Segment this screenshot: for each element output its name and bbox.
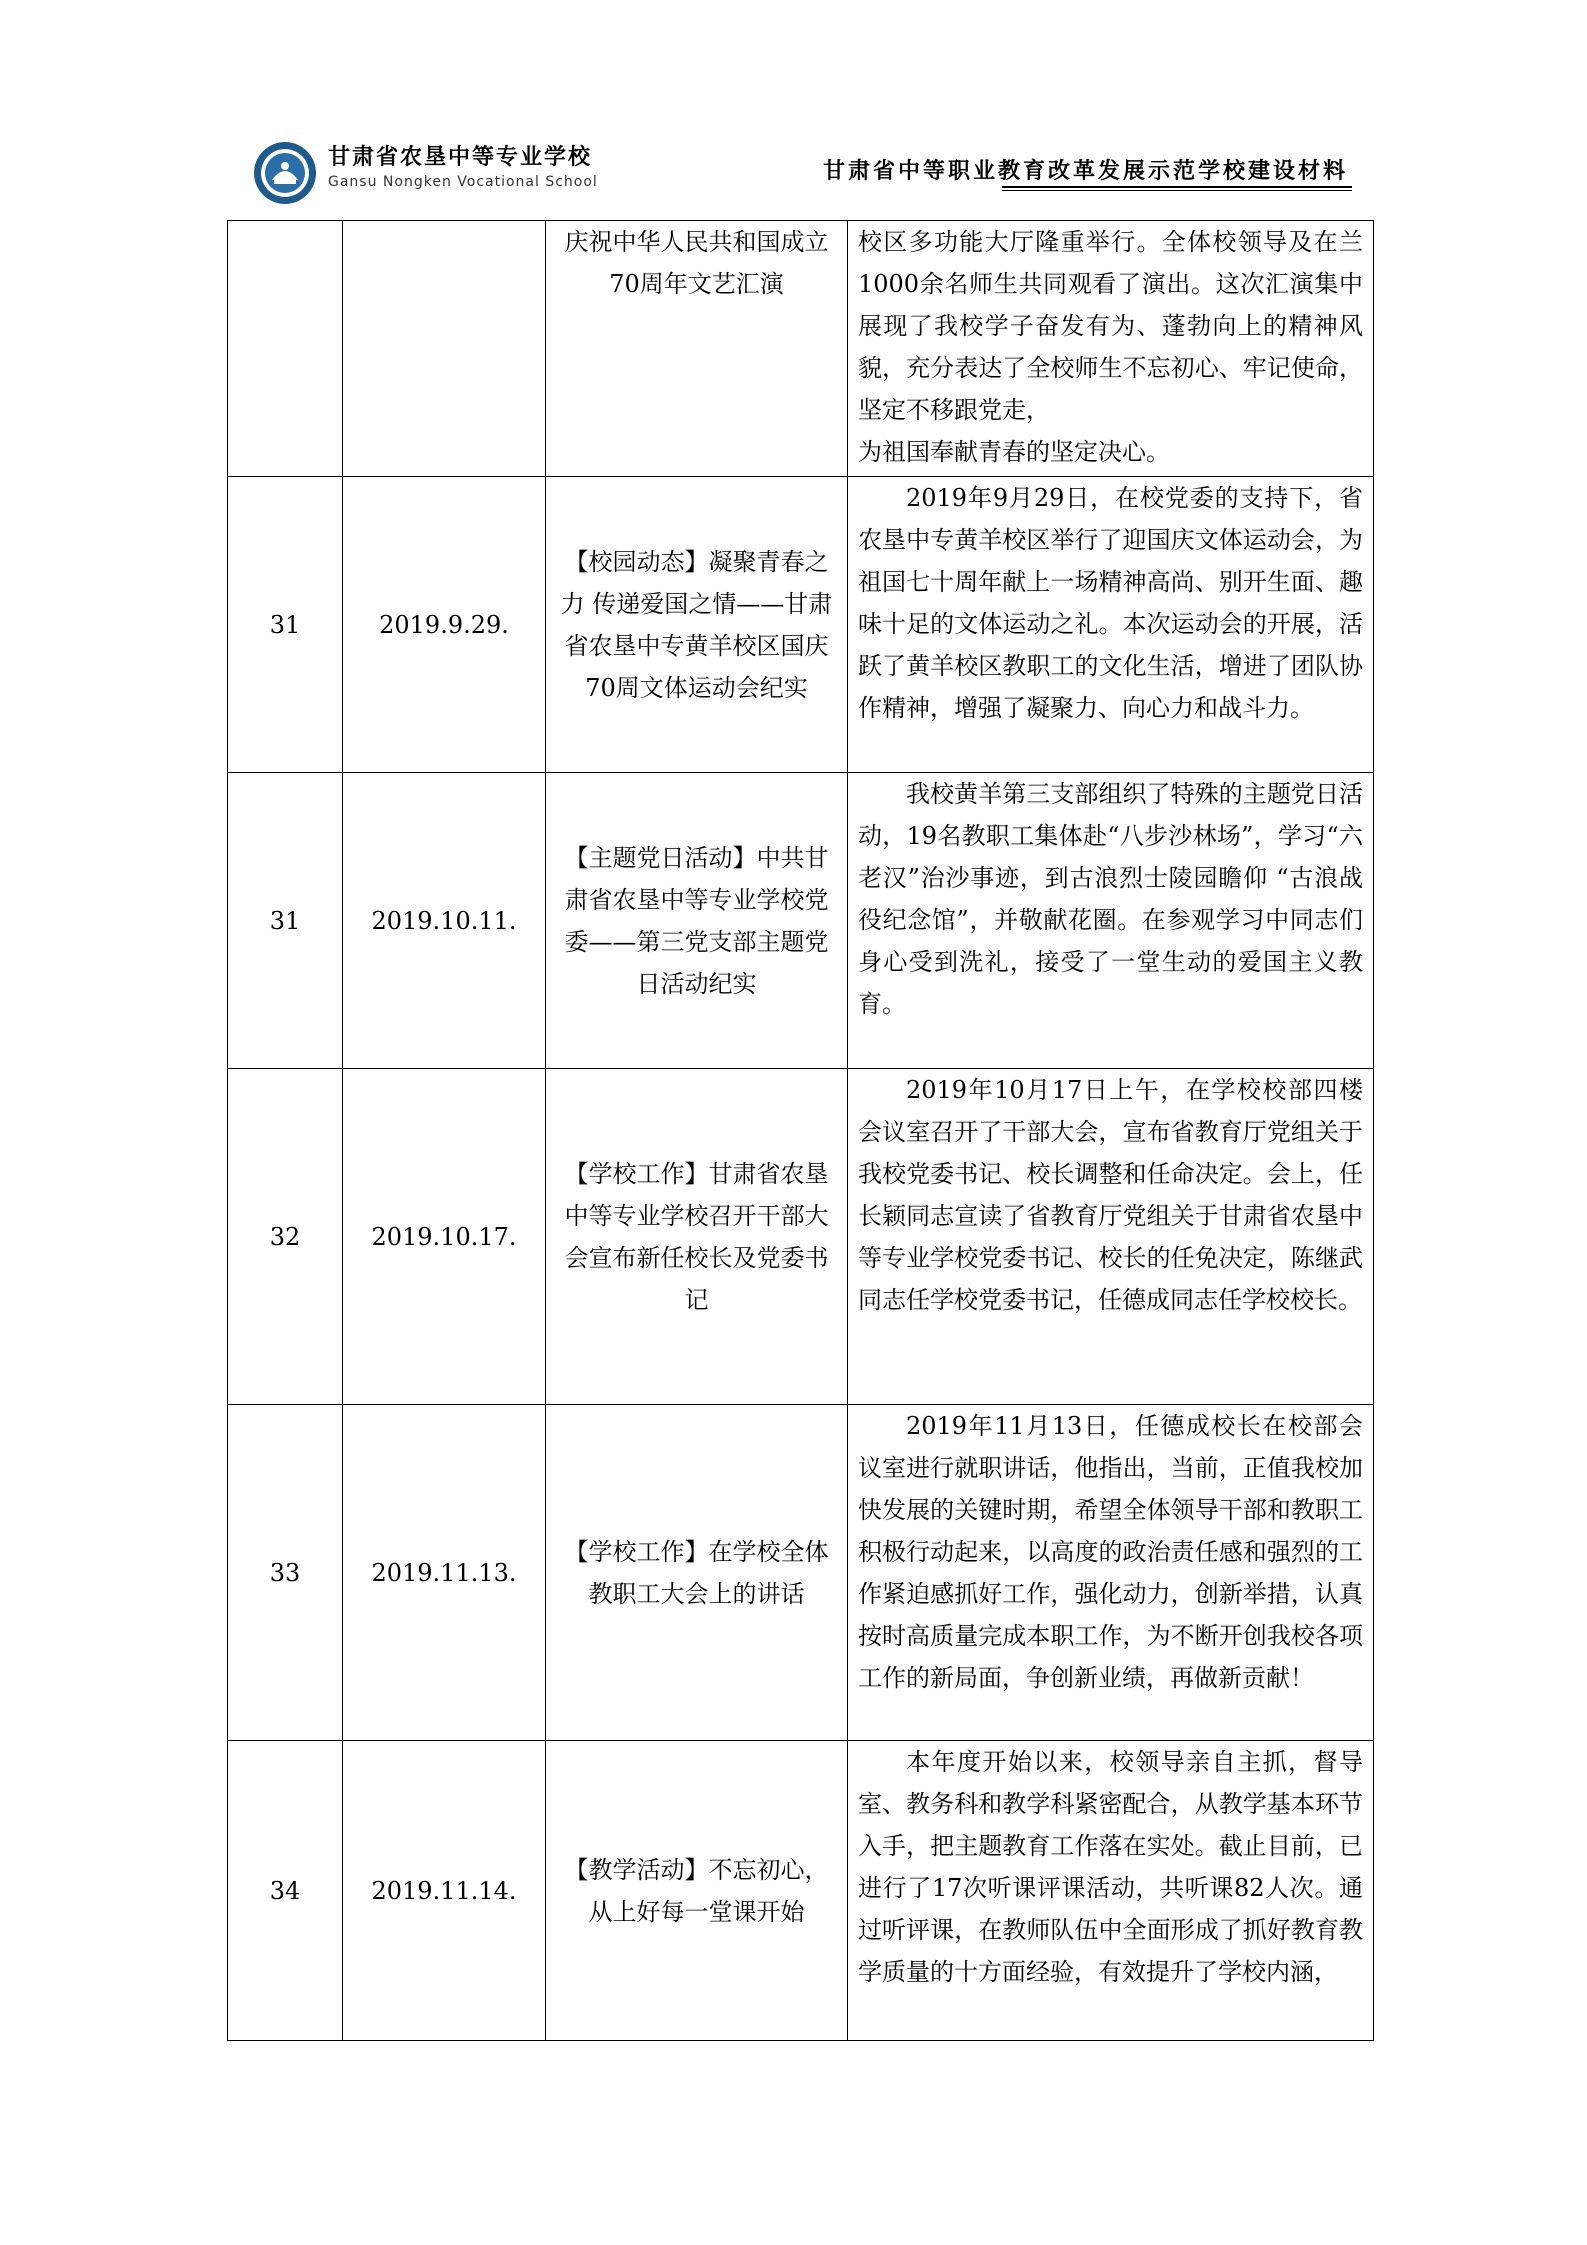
row-title: 【校园动态】凝聚青春之力 传递爱国之情——甘肃省农垦中专黄羊校区国庆70周文体运动会纪实: [546, 477, 848, 773]
table-row: [228, 1741, 1374, 2041]
content-paragraph: 2019年9月29日，在校党委的支持下，省农垦中专黄羊校区举行了迎国庆文体运动会，为祖国七十周年献上一场精神高尚、别开生面、趣味十足的文体运动之礼。本次运动会的开展，活跃了黄羊校区教职工的文化生活，增进了团队协作精神，增强了凝聚力、向心力和战斗力。: [858, 484, 1363, 722]
row-number: 32: [228, 1069, 343, 1405]
row-title: 【学校工作】在学校全体教职工大会上的讲话: [546, 1405, 848, 1741]
content-paragraph: 2019年10月17日上午，在学校校部四楼会议室召开了干部大会，宣布省教育厅党组关于我校党委书记、校长调整和任命决定。会上，任长颖同志宣读了省教育厅党组关于甘肃省农垦中等专业学校党委书记、校长的任免决定，陈继武同志任学校党委书记，任德成同志任学校校长。: [858, 1076, 1363, 1314]
row-number: 31: [228, 773, 343, 1069]
row-date: 2019.10.11.: [343, 773, 546, 1069]
row-title: 【学校工作】甘肃省农垦中等专业学校召开干部大会宣布新任校长及党委书记: [546, 1069, 848, 1405]
row-content: [848, 1741, 1374, 2041]
row-number: 33: [228, 1405, 343, 1741]
row-number: [228, 221, 343, 477]
row-date: 2019.11.13.: [343, 1405, 546, 1741]
table-row: [228, 221, 1374, 477]
row-content: [848, 477, 1374, 773]
row-content: [848, 773, 1374, 1069]
row-title: 庆祝中华人民共和国成立70周年文艺汇演: [546, 221, 848, 477]
row-content: [848, 221, 1374, 477]
row-number: 34: [228, 1741, 343, 2041]
document-series-title: 甘肃省中等职业教育改革发展示范学校建设材料: [822, 159, 1348, 184]
row-date: 2019.11.14.: [343, 1741, 546, 2041]
content-paragraph: 本年度开始以来，校领导亲自主抓，督导室、教务科和教学科紧密配合，从教学基本环节入手，把主题教育工作落在实处。截止目前，已进行了17次听课评课活动，共听课82人次。通过听评课，在教师队伍中全面形成了抓好教育教学质量的十方面经验，有效提升了学校内涵，: [858, 1748, 1363, 1986]
header-divider: [1002, 186, 1352, 188]
content-paragraph: 2019年11月13日，任德成校长在校部会议室进行就职讲话，他指出，当前，正值我校加快发展的关键时期，希望全体领导干部和教职工积极行动起来，以高度的政治责任感和强烈的工作紧迫感抓好工作，强化动力，创新举措，认真按时高质量完成本职工作，为不断开创我校各项工作的新局面，争创新业绩，再做新贡献！: [858, 1412, 1363, 1692]
content-paragraph: 为祖国奉献青春的坚定决心。: [858, 438, 1170, 466]
row-content: [848, 1069, 1374, 1405]
school-name-cn: 甘肃省农垦中等专业学校: [328, 145, 593, 170]
row-title: 【主题党日活动】中共甘肃省农垦中等专业学校党委——第三党支部主题党日活动纪实: [546, 773, 848, 1069]
news-records-table: [227, 220, 1374, 2041]
table-row: [228, 477, 1374, 773]
row-date: 2019.10.17.: [343, 1069, 546, 1405]
row-date: 2019.9.29.: [343, 477, 546, 773]
table-row: [228, 1069, 1374, 1405]
row-content: [848, 1405, 1374, 1741]
row-date: [343, 221, 546, 477]
school-emblem-icon: [252, 140, 318, 206]
row-title: 【教学活动】不忘初心，从上好每一堂课开始: [546, 1741, 848, 2041]
school-name-en: Gansu Nongken Vocational School: [328, 174, 598, 190]
content-paragraph: 校区多功能大厅隆重举行。全体校领导及在兰1000余名师生共同观看了演出。这次汇演集中展现了我校学子奋发有为、蓬勃向上的精神风貌，充分表达了全校师生不忘初心、牢记使命，坚定不移跟党走，: [858, 228, 1363, 424]
content-paragraph: 我校黄羊第三支部组织了特殊的主题党日活动，19名教职工集体赴“八步沙林场”，学习“六老汉”治沙事迹，到古浪烈士陵园瞻仰 “古浪战役纪念馆”，并敬献花圈。在参观学习中同志们身心受到洗礼，接受了一堂生动的爱国主义教育。: [858, 780, 1363, 1018]
table-row: [228, 1405, 1374, 1741]
header-divider-thin: [1002, 190, 1352, 191]
table-row: [228, 773, 1374, 1069]
row-number: 31: [228, 477, 343, 773]
page-header: [252, 132, 1352, 212]
